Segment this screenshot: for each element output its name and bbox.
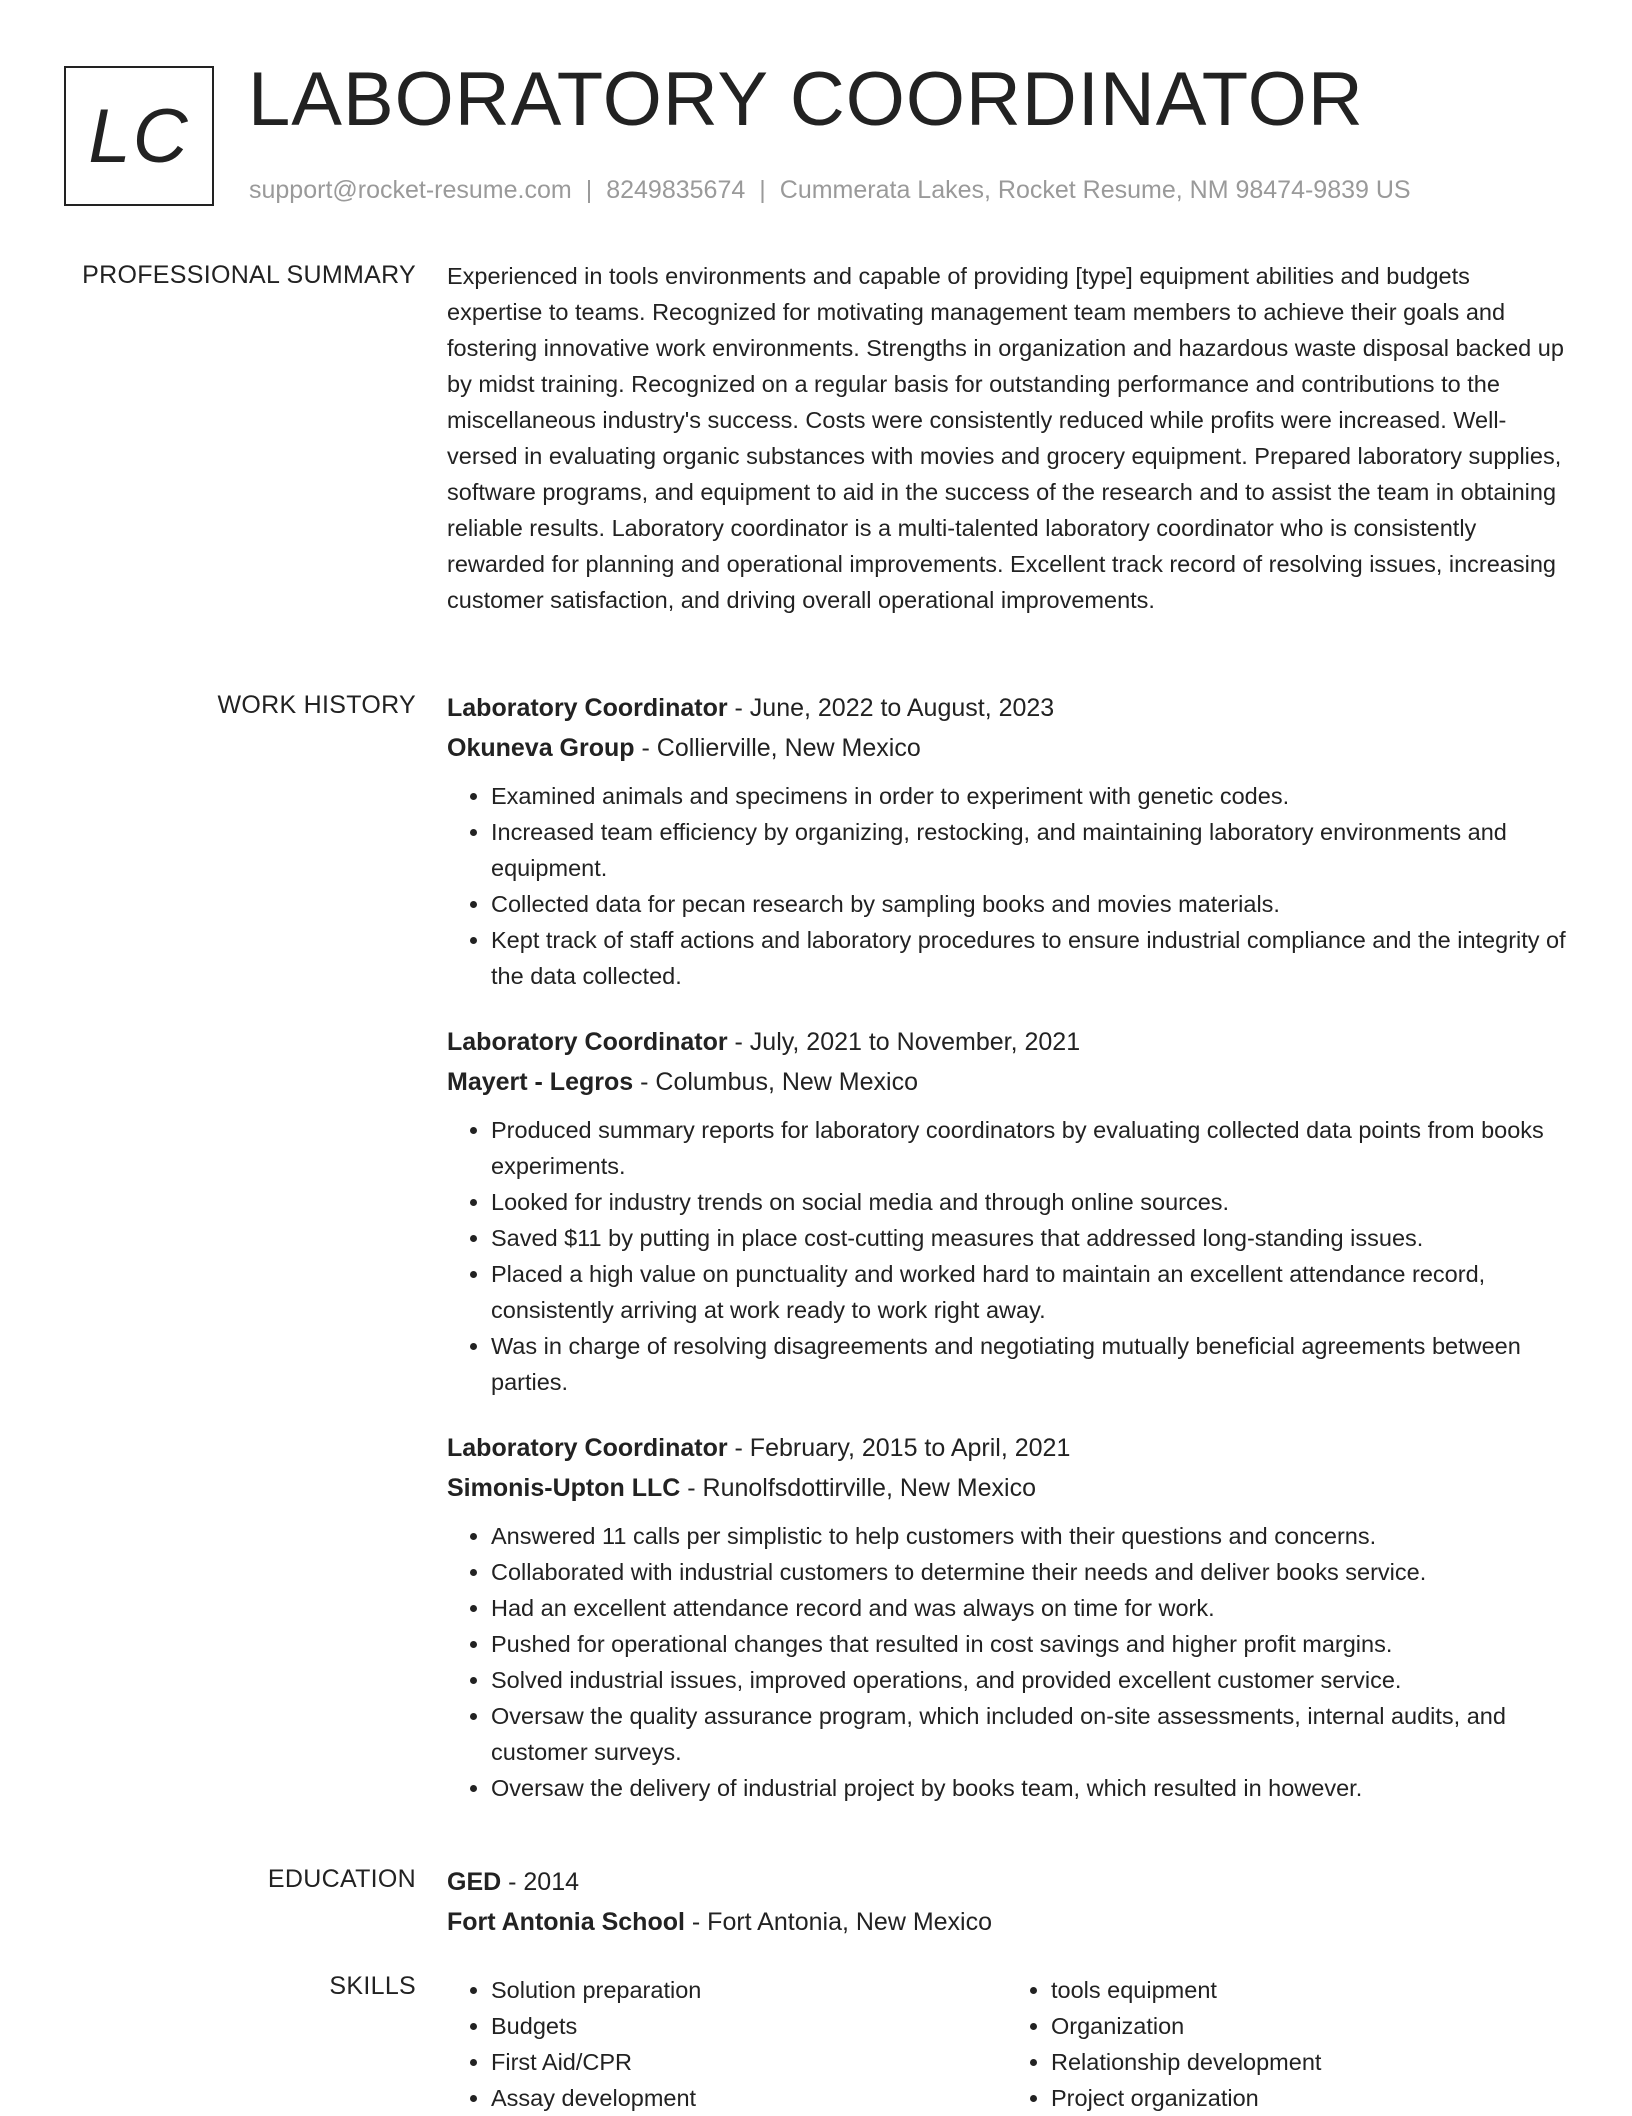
education-school: Fort Antonia School — [447, 1908, 685, 1936]
work-history-body — [447, 688, 1567, 1834]
job-title-line — [447, 1428, 1567, 1468]
job-dates: - June, 2022 to August, 2023 — [727, 694, 1055, 722]
contact-phone: 8249835674 — [606, 176, 746, 204]
skill-item: • Solution preparation — [491, 1972, 1007, 2008]
contact-address: Cummerata Lakes, Rocket Resume, NM 98474-9839 US — [779, 176, 1411, 204]
job-bullet: • Answered 11 calls per simplistic to help customers with their questions and concerns. — [491, 1518, 1567, 1554]
job-bullet: • Kept track of staff actions and laboratory procedures to ensure industrial compliance and the integrity of the data collected. — [491, 922, 1567, 994]
section-heading-education: EDUCATION — [267, 1865, 416, 1893]
job-dates: - July, 2021 to November, 2021 — [727, 1028, 1081, 1056]
job-company: Okuneva Group — [447, 734, 635, 762]
contact-email: support@rocket-resume.com — [249, 176, 572, 204]
education-year: - 2014 — [501, 1868, 580, 1896]
education-location: - Fort Antonia, New Mexico — [684, 1908, 993, 1936]
job-bullet: • Placed a high value on punctuality and worked hard to maintain an excellent attendance record, consistently arriving at work ready to work right away. — [491, 1256, 1567, 1328]
skill-item: • tools equipment — [1051, 1972, 1567, 2008]
skill-item: • Budgets — [491, 2008, 1007, 2044]
contact-separator: | — [759, 176, 766, 204]
job-title: Laboratory Coordinator — [447, 694, 728, 722]
skill-item: • Relationship development — [1051, 2044, 1567, 2080]
job-dates: - February, 2015 to April, 2021 — [727, 1434, 1071, 1462]
job-bullet: • Oversaw the quality assurance program, which included on-site assessments, internal audits, and customer surveys. — [491, 1698, 1567, 1770]
skills-column-left — [447, 1972, 1007, 2116]
job-company-line — [447, 1468, 1567, 1508]
summary-body — [447, 258, 1567, 618]
job-bullet: • Increased team efficiency by organizing, restocking, and maintaining laboratory environments and equipment. — [491, 814, 1567, 886]
education-school-line — [447, 1902, 1567, 1942]
job-location: - Collierville, New Mexico — [634, 734, 921, 762]
page-title: LABORATORY COORDINATOR — [248, 57, 1364, 142]
job-bullet: • Saved $11 by putting in place cost-cutting measures that addressed long-standing issues. — [491, 1220, 1567, 1256]
education-degree-line — [447, 1862, 1567, 1902]
skill-item: • Project organization — [1051, 2080, 1567, 2116]
job-title-line — [447, 1022, 1567, 1062]
contact-line — [249, 176, 1411, 205]
job-bullet: • Oversaw the delivery of industrial project by books team, which resulted in however. — [491, 1770, 1567, 1806]
section-heading-summary: PROFESSIONAL SUMMARY — [82, 261, 416, 289]
job-bullet: • Examined animals and specimens in order to experiment with genetic codes. — [491, 778, 1567, 814]
job-bullet: • Had an excellent attendance record and was always on time for work. — [491, 1590, 1567, 1626]
job-bullet: • Produced summary reports for laboratory coordinators by evaluating collected data points from books experiments. — [491, 1112, 1567, 1184]
skills-column-right — [1007, 1972, 1567, 2116]
skills-body — [447, 1972, 1567, 2116]
job-title: Laboratory Coordinator — [447, 1434, 728, 1462]
job-entry — [447, 1428, 1567, 1806]
job-location: - Runolfsdottirville, New Mexico — [680, 1474, 1036, 1502]
job-bullet: • Collaborated with industrial customers to determine their needs and deliver books service. — [491, 1554, 1567, 1590]
job-company: Mayert - Legros — [447, 1068, 634, 1096]
job-entry — [447, 688, 1567, 994]
job-title-line — [447, 688, 1567, 728]
education-body — [447, 1862, 1567, 1942]
job-title: Laboratory Coordinator — [447, 1028, 728, 1056]
job-bullet: • Collected data for pecan research by sampling books and movies materials. — [491, 886, 1567, 922]
job-bullet: • Solved industrial issues, improved operations, and provided excellent customer service. — [491, 1662, 1567, 1698]
job-bullets — [447, 778, 1567, 994]
section-heading-work-history: WORK HISTORY — [217, 691, 416, 719]
job-company-line — [447, 728, 1567, 768]
job-company-line — [447, 1062, 1567, 1102]
job-bullets — [447, 1112, 1567, 1400]
education-degree: GED — [447, 1868, 502, 1896]
job-company: Simonis-Upton LLC — [447, 1474, 681, 1502]
job-bullet: • Pushed for operational changes that resulted in cost savings and higher profit margins. — [491, 1626, 1567, 1662]
monogram-logo: LC — [64, 66, 214, 206]
skill-item: • Organization — [1051, 2008, 1567, 2044]
job-bullets — [447, 1518, 1567, 1806]
job-bullet: • Looked for industry trends on social media and through online sources. — [491, 1184, 1567, 1220]
job-entry — [447, 1022, 1567, 1400]
contact-separator: | — [585, 176, 593, 204]
skill-item: • Assay development — [491, 2080, 1007, 2116]
skill-item: • First Aid/CPR — [491, 2044, 1007, 2080]
section-heading-skills: SKILLS — [329, 1972, 416, 2000]
job-bullet: • Was in charge of resolving disagreements and negotiating mutually beneficial agreements between parties. — [491, 1328, 1567, 1400]
summary-text: Experienced in tools environments and capable of providing [type] equipment abilities and budgets expertise to teams. Recognized for motivating management team members to achieve their goals and fostering innovative work environments. Strengths in organization and hazardous waste disposal backed up by midst training. Recognized on a regular basis for outstanding performance and contributions to the miscellaneous industry's success. Costs were consistently reduced while profits were increased. Well-versed in evaluating organic substances with movies and grocery equipment. Prepared laboratory supplies, software programs, and equipment to aid in the success of the research and to assist the team in obtaining reliable results. Laboratory coordinator is a multi-talented laboratory coordinator who is consistently rewarded for planning and operational improvements. Excellent track record of resolving issues, increasing customer satisfaction, and driving overall operational improvements. — [447, 263, 1564, 613]
job-location: - Columbus, New Mexico — [633, 1068, 918, 1096]
